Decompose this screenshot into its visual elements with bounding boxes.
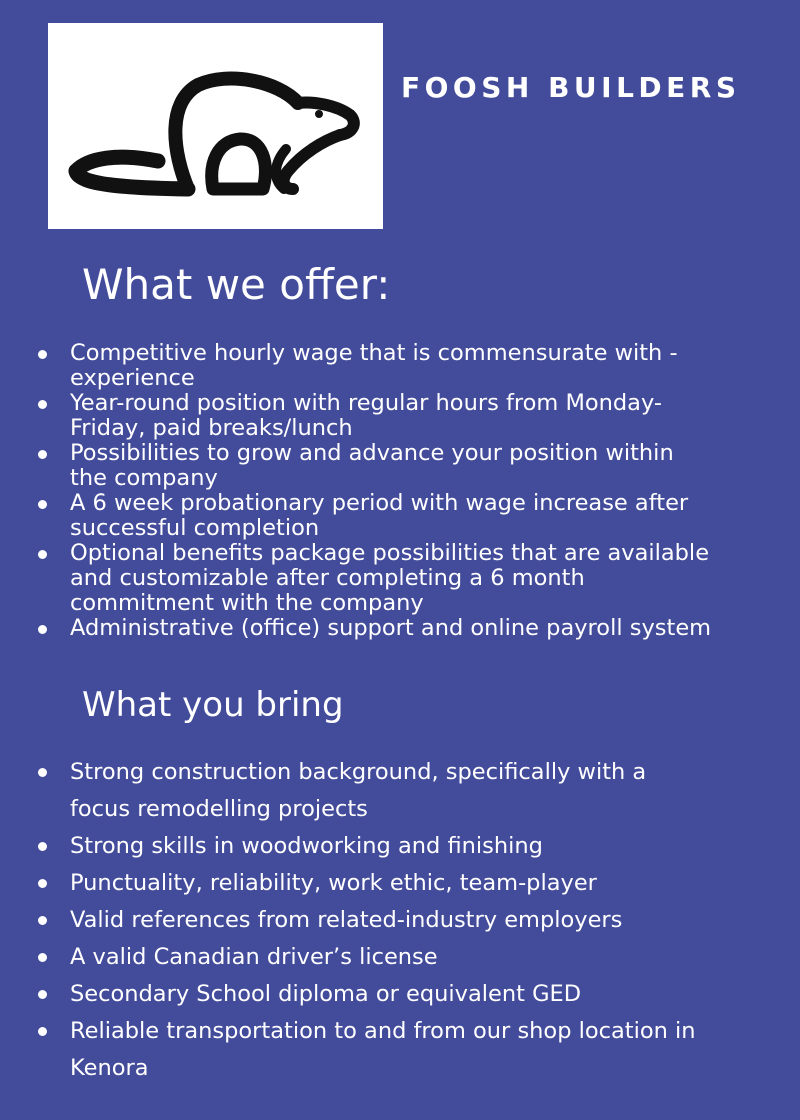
list-item: Year-round position with regular hours from Monday- Friday, paid breaks/lunch: [0, 391, 770, 441]
list-item: A valid Canadian driver’s license: [0, 939, 770, 976]
list-item: Valid references from related-industry employers: [0, 902, 770, 939]
list-item: Strong construction background, specifically with a focus remodelling projects: [0, 754, 770, 828]
list-item: Possibilities to grow and advance your position within the company: [0, 441, 770, 491]
offer-list: [0, 341, 770, 641]
list-item: Reliable transportation to and from our shop location in Kenora: [0, 1013, 770, 1087]
offer-heading: What we offer:: [82, 260, 391, 309]
list-item: Strong skills in woodworking and finishing: [0, 828, 770, 865]
beaver-icon: [48, 23, 383, 229]
list-item: A 6 week probationary period with wage increase after successful completion: [0, 491, 770, 541]
list-item: Secondary School diploma or equivalent GED: [0, 976, 770, 1013]
bring-list: [0, 754, 770, 1087]
bring-heading: What you bring: [82, 685, 344, 725]
list-item: Optional benefits package possibilities that are available and customizable after completing a 6 month commitment with the company: [0, 541, 770, 616]
company-name: FOOSH BUILDERS: [401, 71, 741, 104]
list-item: Punctuality, reliability, work ethic, team-player: [0, 865, 770, 902]
logo-panel: [48, 23, 383, 229]
list-item: Competitive hourly wage that is commensurate with - experience: [0, 341, 770, 391]
list-item: Administrative (office) support and online payroll system: [0, 616, 770, 641]
